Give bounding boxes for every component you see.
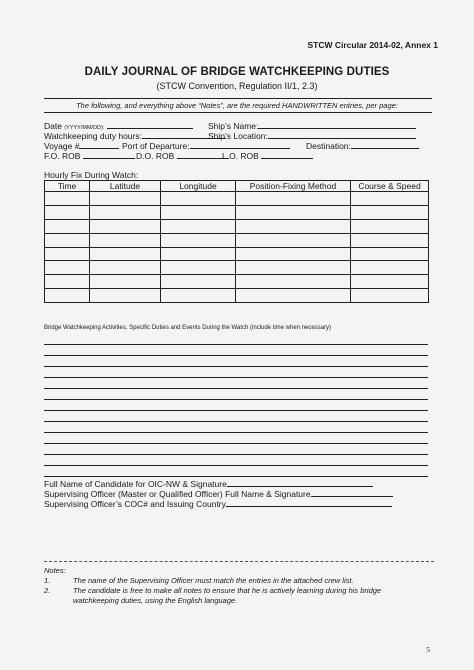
table-cell[interactable] [45, 289, 90, 303]
table-cell[interactable] [161, 192, 236, 206]
table-cell[interactable] [351, 275, 429, 289]
table-cell[interactable] [351, 289, 429, 303]
table-cell[interactable] [45, 247, 90, 261]
table-cell[interactable] [161, 261, 236, 275]
table-cell[interactable] [236, 192, 351, 206]
table-row [45, 233, 429, 247]
do-rob-field[interactable]: D.O. ROB [136, 150, 229, 161]
table-cell[interactable] [236, 233, 351, 247]
notes-divider [44, 561, 434, 562]
table-cell[interactable] [161, 233, 236, 247]
ships-location-field[interactable]: Ship’s Location: [208, 130, 416, 141]
table-cell[interactable] [45, 192, 90, 206]
activity-line[interactable] [44, 355, 428, 356]
table-cell[interactable] [236, 261, 351, 275]
table-cell[interactable] [45, 261, 90, 275]
note-item: watchkeeping duties, using the English language. [73, 596, 238, 605]
page-number: 5 [426, 645, 430, 654]
table-cell[interactable] [236, 219, 351, 233]
candidate-signature-field[interactable]: Full Name of Candidate for OIC-NW & Signature [44, 478, 373, 489]
table-cell[interactable] [236, 275, 351, 289]
activity-line[interactable] [44, 454, 428, 455]
table-cell[interactable] [45, 233, 90, 247]
activity-line[interactable] [44, 388, 428, 389]
table-cell[interactable] [90, 219, 161, 233]
column-time: Time [45, 181, 90, 192]
table-cell[interactable] [161, 247, 236, 261]
table-cell[interactable] [161, 205, 236, 219]
table-cell[interactable] [90, 247, 161, 261]
table-cell[interactable] [90, 289, 161, 303]
activity-line[interactable] [44, 476, 428, 477]
activity-line[interactable] [44, 344, 428, 345]
table-cell[interactable] [351, 192, 429, 206]
table-cell[interactable] [236, 247, 351, 261]
table-cell[interactable] [90, 275, 161, 289]
date-field[interactable]: Date (YYYY/MM/DD): [44, 120, 193, 131]
coc-field[interactable]: Supervising Officer’s COC# and Issuing Country [44, 498, 392, 509]
table-cell[interactable] [45, 275, 90, 289]
activity-line[interactable] [44, 421, 428, 422]
table-cell[interactable] [351, 205, 429, 219]
page-title: DAILY JOURNAL OF BRIDGE WATCHKEEPING DUTIES [84, 66, 390, 78]
circular-reference: STCW Circular 2014-02, Annex 1 [307, 40, 438, 50]
hourly-fix-label: Hourly Fix During Watch: [44, 170, 139, 180]
table-cell[interactable] [90, 205, 161, 219]
table-cell[interactable] [351, 261, 429, 275]
table-cell[interactable] [161, 275, 236, 289]
lo-rob-field[interactable]: L.O. ROB [222, 150, 313, 161]
table-header-row [45, 181, 429, 192]
note-item: 2. The candidate is free to make all notes to ensure that he is actively learning during his bridge [44, 586, 382, 595]
page-subtitle: (STCW Convention, Regulation II/1, 2.3) [156, 81, 318, 91]
activity-line[interactable] [44, 377, 428, 378]
table-row [45, 205, 429, 219]
supervisor-signature-field[interactable]: Supervising Officer (Master or Qualified Officer) Full Name & Signature [44, 488, 393, 499]
column-latitude: Latitude [90, 181, 161, 192]
table-cell[interactable] [45, 205, 90, 219]
duty-hours-field[interactable]: Watchkeeping duty hours: [44, 130, 226, 141]
table-row [45, 247, 429, 261]
table-row [45, 275, 429, 289]
table-row [45, 289, 429, 303]
column-longitude: Longitude [161, 181, 236, 192]
instruction-divider [44, 112, 432, 113]
table-cell[interactable] [351, 219, 429, 233]
activity-line[interactable] [44, 443, 428, 444]
port-departure-field[interactable]: Port of Departure: [122, 140, 290, 151]
activity-line[interactable] [44, 399, 428, 400]
table-cell[interactable] [161, 289, 236, 303]
activity-line[interactable] [44, 432, 428, 433]
table-cell[interactable] [236, 289, 351, 303]
activities-label: Bridge Watchkeeping Activities, Specific Duties and Events During the Watch (include time when necessary) [44, 325, 332, 331]
activity-line[interactable] [44, 366, 428, 367]
hourly-fix-table [44, 180, 429, 303]
table-cell[interactable] [90, 261, 161, 275]
table-cell[interactable] [351, 247, 429, 261]
title-divider [44, 98, 432, 99]
table-cell[interactable] [90, 192, 161, 206]
voyage-field[interactable]: Voyage # [44, 140, 119, 151]
activity-line[interactable] [44, 410, 428, 411]
destination-field[interactable]: Destination: [306, 140, 419, 151]
table-row [45, 261, 429, 275]
column-position-method: Position-Fixing Method [236, 181, 351, 192]
table-cell[interactable] [161, 219, 236, 233]
table-row [45, 192, 429, 206]
table-row [45, 219, 429, 233]
notes-heading: Notes: [44, 566, 66, 575]
ships-name-field[interactable]: Ship’s Name: [208, 120, 416, 131]
handwritten-instruction: The following, and everything above “Notes”, are the required HANDWRITTEN entries, per page: [76, 101, 398, 110]
fo-rob-field[interactable]: F.O. ROB [44, 150, 135, 161]
note-item: 1. The name of the Supervising Officer must match the entries in the attached crew list. [44, 576, 354, 585]
table-cell[interactable] [90, 233, 161, 247]
table-cell[interactable] [351, 233, 429, 247]
activity-line[interactable] [44, 465, 428, 466]
table-cell[interactable] [236, 205, 351, 219]
column-course-speed: Course & Speed [351, 181, 429, 192]
table-cell[interactable] [45, 219, 90, 233]
